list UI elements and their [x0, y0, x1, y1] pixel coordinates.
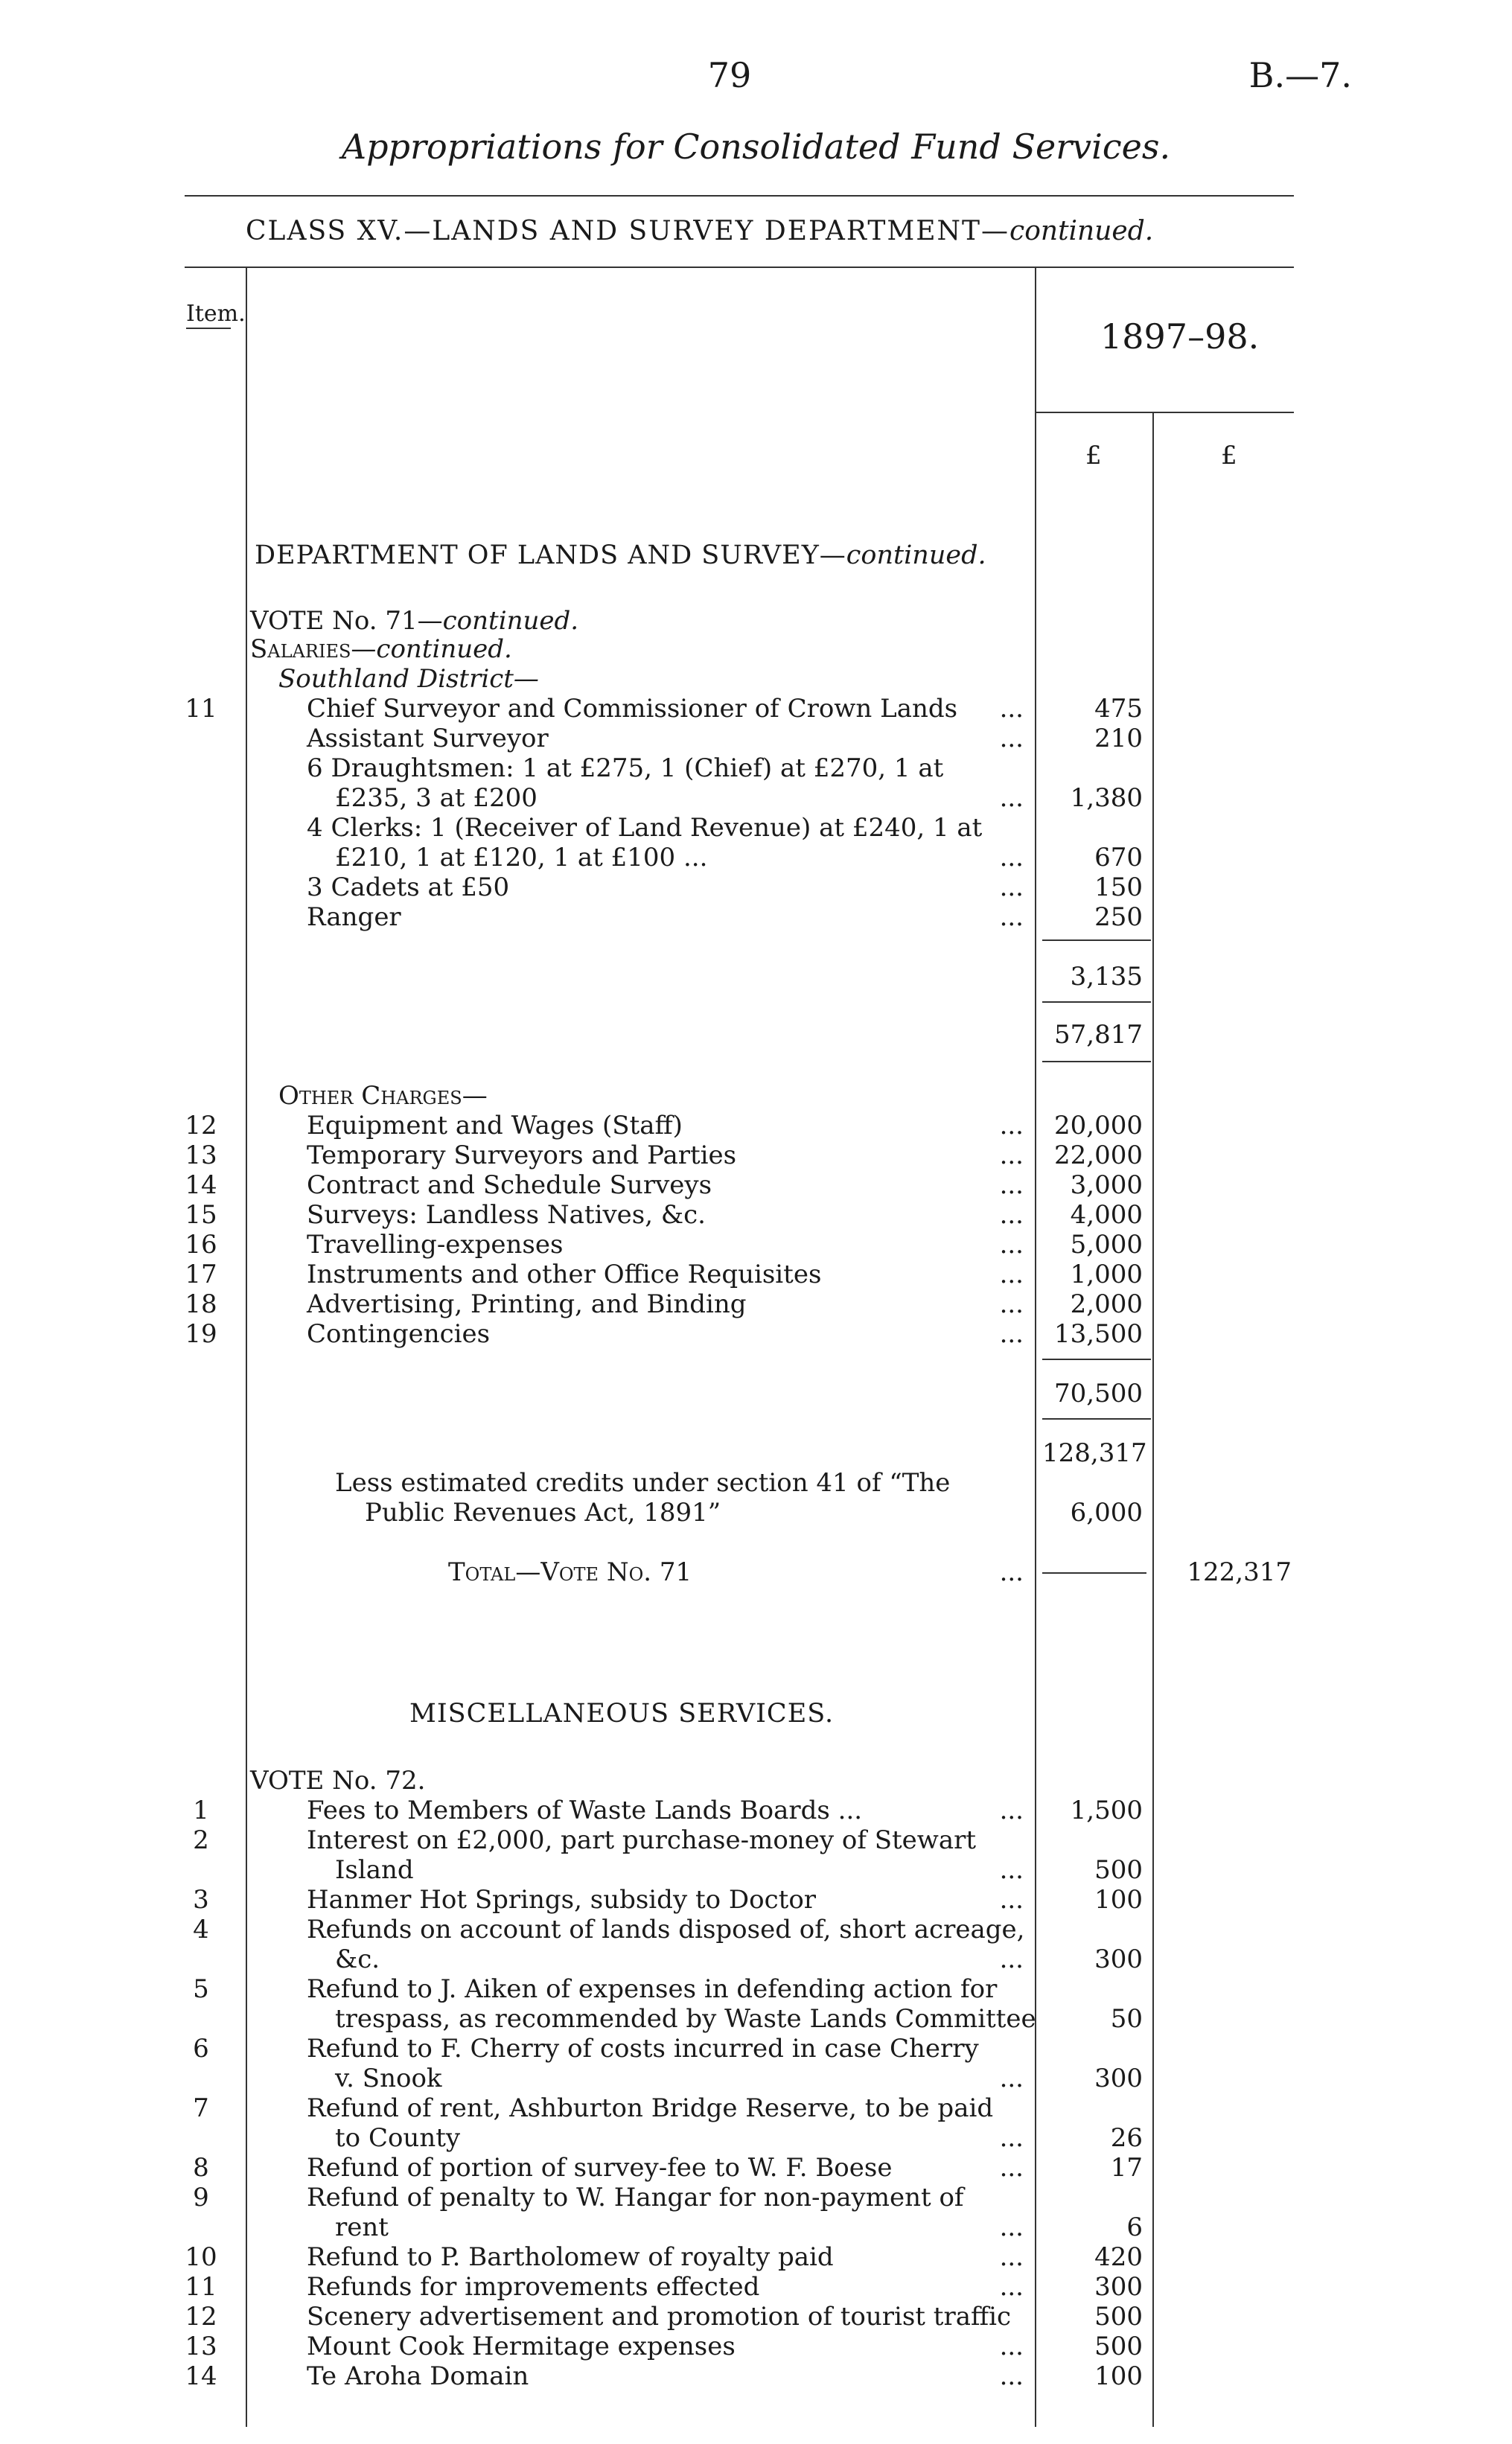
class-title: CLASS XV.—LANDS AND SURVEY DEPARTMENT—continued. [246, 216, 1154, 246]
misc-row: 9 Refund of penalty to W. Hangar for non-payment of [193, 2183, 964, 2212]
charge-row: 15 Surveys: Landless Natives, &c. ... 4,000 [185, 1200, 1143, 1230]
salaries-subtotal-row: 3,135 [1070, 962, 1143, 992]
charges-subtotal-row: 70,500 [1054, 1379, 1143, 1408]
vote-71-total-row: Total—Vote No. 71 ... 122,317 [448, 1557, 1292, 1587]
misc-row: 6 Refund to F. Cherry of costs incurred in case Cherry [193, 2034, 979, 2064]
district-heading: Southland District— [278, 664, 539, 694]
year-rule [1035, 412, 1294, 413]
gross-total-row: 128,317 [1042, 1438, 1147, 1468]
vote-72-title: VOTE No. 72. [250, 1766, 426, 1796]
less-credits-row-continued: Public Revenues Act, 1891” 6,000 [365, 1498, 1143, 1528]
subtotal-rule [1042, 939, 1151, 941]
misc-row: 8 Refund of portion of survey-fee to W. F. Boese ... 17 [193, 2153, 1143, 2183]
table-top-rule [185, 267, 1294, 268]
subtotal-rule [1042, 1001, 1151, 1003]
subtotal-rule [1042, 1359, 1151, 1360]
document-code: B.—7. [1248, 55, 1352, 95]
charge-row: 13 Temporary Surveyors and Parties ... 22,000 [185, 1140, 1143, 1170]
vote-71-title: VOTE No. 71—continued. [250, 606, 579, 636]
salary-row: 3 Cadets at £50 ... 150 [307, 872, 1143, 902]
misc-row-continued: Island ... 500 [335, 1855, 1143, 1885]
salary-row-continued: £235, 3 at £200 ... 1,380 [335, 783, 1143, 813]
charge-row: 14 Contract and Schedule Surveys ... 3,000 [185, 1170, 1143, 1200]
salaries-heading: Salaries—continued. [250, 634, 512, 664]
department-title: DEPARTMENT OF LANDS AND SURVEY—continued. [255, 540, 986, 570]
misc-row-continued: trespass, as recommended by Waste Lands Committee 50 [335, 2004, 1143, 2034]
misc-row: 14 Te Aroha Domain ... 100 [185, 2361, 1143, 2391]
misc-row: 3 Hanmer Hot Springs, subsidy to Doctor ... 100 [193, 1885, 1143, 1915]
misc-row-continued: v. Snook ... 300 [335, 2064, 1143, 2093]
salary-row: 6 Draughtsmen: 1 at £275, 1 (Chief) at £270, 1 at [307, 753, 944, 783]
salary-row: Ranger ... 250 [307, 902, 1143, 932]
heading-rule [185, 195, 1294, 197]
misc-row: 10 Refund to P. Bartholomew of royalty paid ... 420 [185, 2242, 1143, 2272]
salary-row: 11 Chief Surveyor and Commissioner of Crown Lands ... 475 [185, 694, 1143, 724]
misc-services-title: MISCELLANEOUS SERVICES. [409, 1699, 835, 1729]
pound-symbol-1: £ [1085, 441, 1102, 470]
misc-row: 13 Mount Cook Hermitage expenses ... 500 [185, 2332, 1143, 2361]
salary-row: 4 Clerks: 1 (Receiver of Land Revenue) at £240, 1 at [307, 813, 983, 843]
total-rule [1042, 1572, 1146, 1574]
salaries-total-row: 57,817 [1054, 1020, 1143, 1050]
page-number: 79 [707, 55, 752, 95]
misc-row: 12 Scenery advertisement and promotion of tourist traffic 500 [185, 2302, 1143, 2332]
charge-row: 12 Equipment and Wages (Staff) ... 20,000 [185, 1111, 1143, 1140]
charge-row: 16 Travelling-expenses ... 5,000 [185, 1230, 1143, 1260]
item-column-header: Item. [186, 301, 246, 327]
charge-row: 17 Instruments and other Office Requisites ... 1,000 [185, 1260, 1143, 1289]
charge-row: 19 Contingencies ... 13,500 [185, 1319, 1143, 1349]
other-charges-heading: Other Charges— [278, 1081, 488, 1111]
pound-symbol-2: £ [1221, 441, 1237, 470]
less-credits-row: Less estimated credits under section 41 of “The [335, 1468, 951, 1498]
year-header: 1897–98. [1100, 316, 1260, 357]
misc-row: 7 Refund of rent, Ashburton Bridge Reserve, to be paid [193, 2093, 994, 2123]
salary-row: Assistant Surveyor ... 210 [307, 724, 1143, 753]
item-head-rule [186, 328, 231, 329]
charge-row: 18 Advertising, Printing, and Binding ... 2,000 [185, 1289, 1143, 1319]
misc-row-continued: to County ... 26 [335, 2123, 1143, 2153]
page-heading: Appropriations for Consolidated Fund Services. [341, 127, 1171, 167]
misc-row-continued: rent ... 6 [335, 2212, 1143, 2242]
salary-row-continued: £210, 1 at £120, 1 at £100 ... ... 670 [335, 843, 1143, 872]
misc-row: 2 Interest on £2,000, part purchase-money of Stewart [193, 1825, 977, 1855]
misc-row-continued: &c. ... 300 [335, 1944, 1143, 1974]
subtotal-rule [1042, 1418, 1151, 1420]
misc-row: 5 Refund to J. Aiken of expenses in defending action for [193, 1974, 998, 2004]
misc-row: 1 Fees to Members of Waste Lands Boards ... ... 1,500 [193, 1796, 1143, 1825]
misc-row: 11 Refunds for improvements effected ... 300 [185, 2272, 1143, 2302]
misc-row: 4 Refunds on account of lands disposed of, short acreage, [193, 1915, 1025, 1944]
subtotal-rule [1042, 1061, 1151, 1062]
